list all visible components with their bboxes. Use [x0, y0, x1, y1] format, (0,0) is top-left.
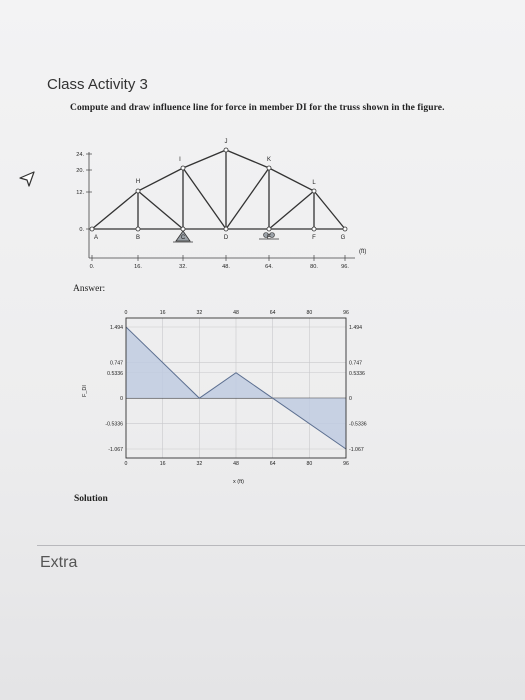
x-tick-label-bottom: 0 [124, 461, 128, 467]
truss-xtick-label: 48. [222, 264, 230, 270]
x-tick-label-bottom: 16 [159, 461, 166, 467]
truss-node-a: A [93, 235, 99, 241]
truss-node-c: C [180, 235, 186, 241]
y-tick-label-left: -0.5336 [105, 421, 123, 428]
truss-x-unit: (ft) [359, 249, 367, 255]
y-tick-label-right: 1.494 [349, 325, 362, 331]
truss-node-b: B [135, 235, 141, 241]
truss-node-h: H [135, 179, 141, 185]
y-tick-label-left: 0.5336 [107, 370, 123, 377]
y-tick-label-right: 0.747 [349, 360, 362, 367]
truss-ytick-label: 12. [76, 190, 84, 196]
truss-xtick-label: 96. [341, 264, 349, 270]
y-tick-label-right: -0.5336 [349, 421, 367, 428]
truss-xtick-label: 16. [134, 264, 142, 270]
x-tick-label-top: 96 [343, 310, 349, 316]
y-tick-label-left: 1.494 [110, 325, 123, 331]
truss-node-g: G [340, 235, 346, 241]
truss-xtick-label: 0. [89, 264, 95, 270]
x-tick-label-top: 48 [233, 310, 239, 316]
x-tick-label-top: 32 [196, 310, 203, 316]
question-text: Compute and draw influence line for force in member DI for the truss shown in the figure. [70, 103, 445, 113]
x-tick-label-bottom: 64 [269, 461, 276, 467]
x-tick-label-top: 80 [306, 310, 313, 316]
page-title: Class Activity 3 [47, 76, 148, 93]
truss-node-f: F [312, 235, 316, 241]
y-tick-label-left: 0.747 [110, 360, 123, 367]
y-tick-label-left: 0 [120, 396, 123, 403]
solution-label: Solution [74, 494, 108, 504]
x-tick-label-top: 64 [269, 310, 276, 316]
truss-node-i: I [179, 157, 181, 163]
x-tick-label-bottom: 48 [233, 461, 239, 467]
section-divider [37, 545, 525, 546]
x-axis-title: x (ft) [233, 479, 244, 485]
truss-xtick-label: 32. [179, 264, 187, 270]
truss-xtick-label: 80. [310, 264, 318, 270]
answer-label: Answer: [73, 284, 106, 294]
truss-node-d: D [223, 235, 229, 241]
truss-ytick-label: 24. [76, 152, 84, 158]
x-tick-label-top: 0 [124, 310, 128, 316]
y-tick-label-left: -1.067 [108, 447, 123, 453]
y-tick-label-right: -1.067 [349, 447, 364, 453]
x-tick-label-bottom: 96 [343, 461, 349, 467]
extra-heading: Extra [40, 554, 78, 571]
x-tick-label-bottom: 32 [196, 461, 203, 467]
y-tick-label-right: 0.5336 [349, 370, 365, 377]
truss-node-l: L [312, 180, 316, 186]
truss-ytick-label: 20. [76, 168, 84, 174]
truss-node-j: J [224, 139, 228, 145]
truss-ytick-label: 0. [79, 227, 84, 233]
x-tick-label-bottom: 80 [306, 461, 313, 467]
truss-node-e: E [266, 235, 272, 241]
truss-xtick-label: 64. [265, 264, 273, 270]
x-tick-label-top: 16 [159, 310, 166, 316]
truss-node-k: K [266, 157, 272, 163]
y-tick-label-right: 0 [349, 396, 352, 403]
y-axis-title: F_DI [82, 385, 88, 397]
